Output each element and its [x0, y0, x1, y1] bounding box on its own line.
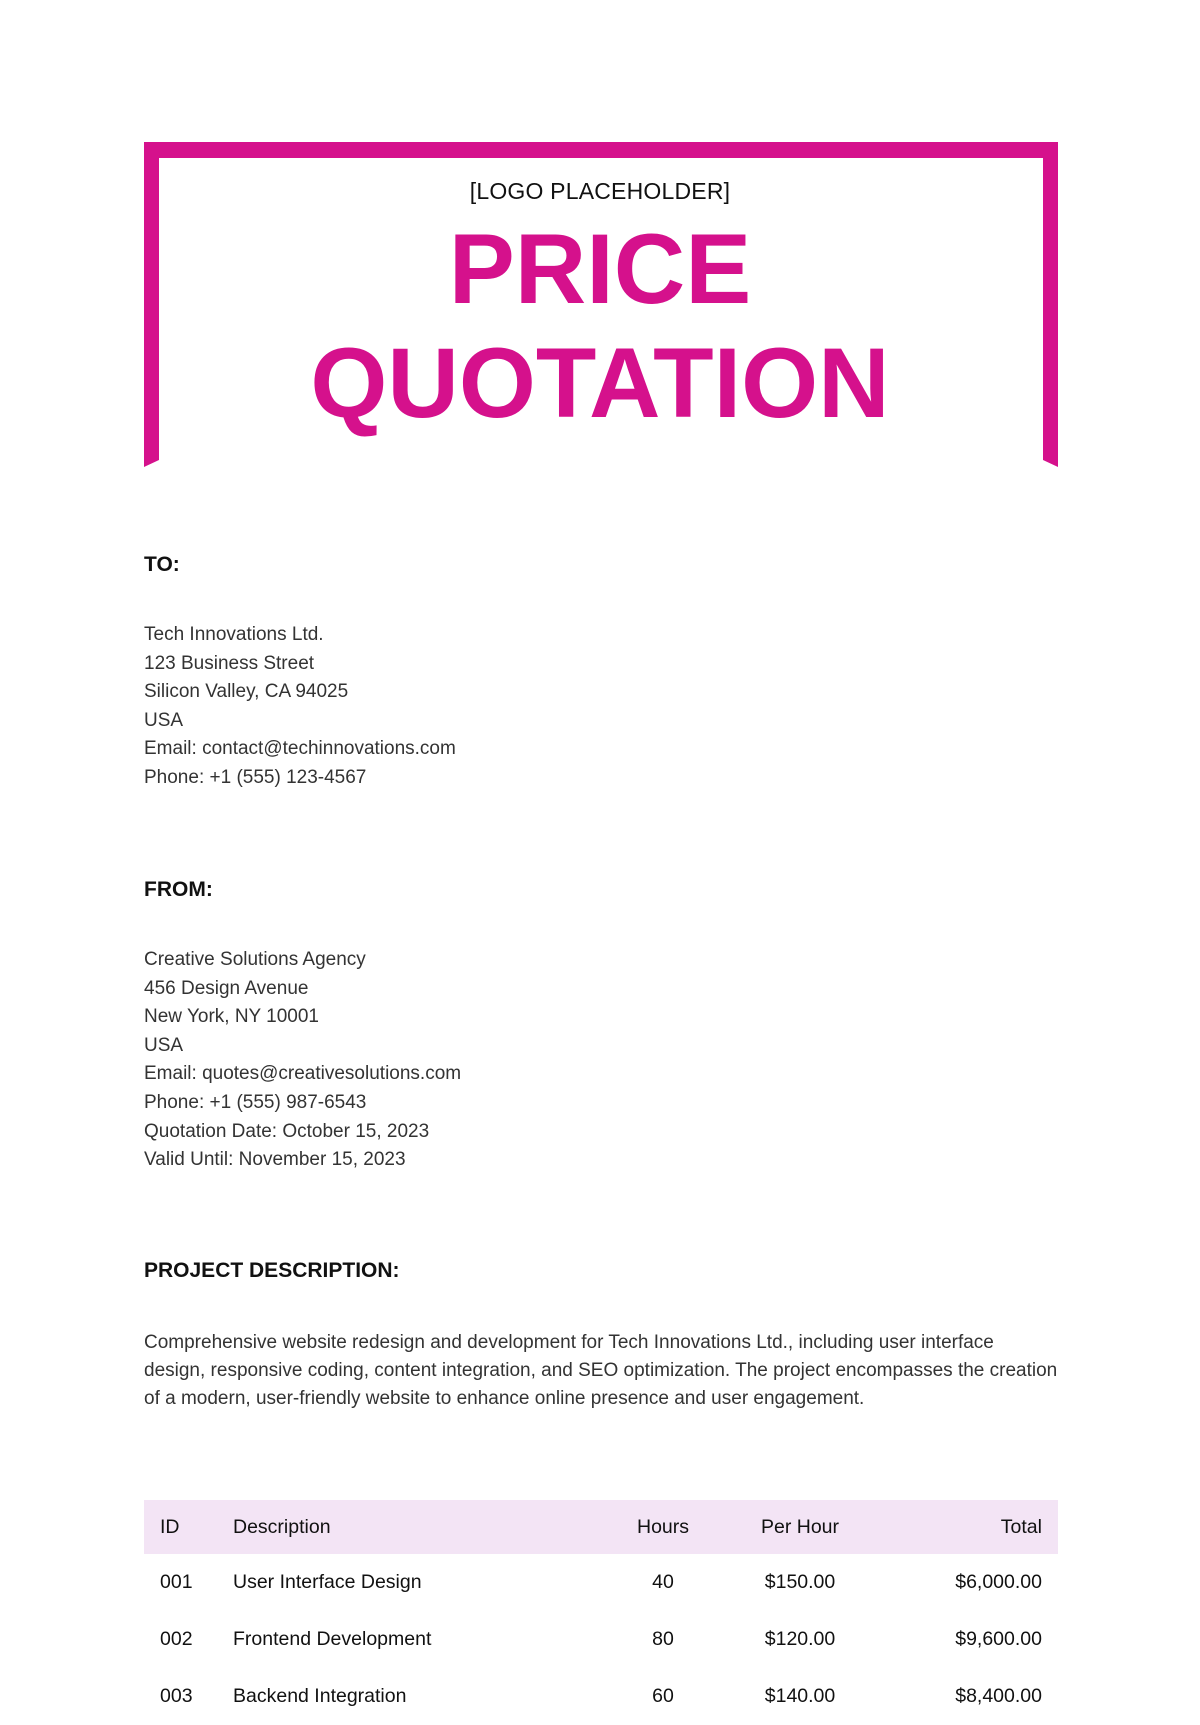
from-street: 456 Design Avenue [144, 977, 309, 999]
cell-description: Frontend Development [233, 1628, 432, 1650]
project-description-heading: PROJECT DESCRIPTION: [144, 1259, 400, 1282]
cell-per-hour: $120.00 [764, 1628, 836, 1650]
from-city: New York, NY 10001 [144, 1006, 319, 1028]
table-row [144, 1611, 1058, 1668]
quotation-date: Quotation Date: October 15, 2023 [144, 1120, 430, 1142]
title-line-2: QUOTATION [310, 327, 890, 438]
logo-placeholder: [LOGO PLACEHOLDER] [469, 178, 731, 204]
to-country: USA [144, 709, 184, 731]
cell-per-hour: $140.00 [764, 1685, 836, 1707]
column-header-per-hour: Per Hour [760, 1515, 840, 1538]
cell-id: 002 [160, 1628, 193, 1650]
cell-description: Backend Integration [233, 1685, 407, 1707]
from-heading: FROM: [144, 878, 213, 901]
title-line-1: PRICE [448, 213, 752, 324]
cell-hours: 40 [652, 1571, 674, 1593]
to-street: 123 Business Street [144, 652, 315, 674]
from-country: USA [144, 1034, 184, 1056]
cell-hours: 60 [652, 1685, 674, 1707]
project-description-text: Comprehensive website redesign and development for Tech Innovations Ltd., including user interface design, responsive coding, content integration, and SEO optimization. The project encompasses the creation of a modern, user-friendly website to enhance online presence and user engagement. [144, 1332, 1058, 1409]
column-header-description: Description [233, 1515, 331, 1538]
from-company-name: Creative Solutions Agency [144, 949, 366, 970]
from-address-block [144, 946, 461, 1175]
from-phone: Phone: +1 (555) 987-6543 [144, 1091, 367, 1113]
to-email: Email: contact@techinnovations.com [144, 738, 456, 760]
cell-per-hour: $150.00 [764, 1571, 836, 1593]
table-row [144, 1554, 1058, 1611]
cell-total: $8,400.00 [955, 1685, 1042, 1707]
cell-description: User Interface Design [233, 1571, 422, 1593]
column-header-id: ID [160, 1515, 180, 1538]
column-header-hours: Hours [636, 1515, 690, 1538]
pricing-table [144, 1500, 1058, 1725]
to-heading: TO: [144, 553, 180, 576]
column-header-total: Total [1000, 1515, 1042, 1538]
to-phone: Phone: +1 (555) 123-4567 [144, 766, 367, 788]
cell-total: $6,000.00 [955, 1571, 1042, 1593]
cell-id: 001 [160, 1571, 193, 1593]
to-address-block [144, 621, 456, 793]
table-header-row [144, 1500, 1058, 1554]
to-city: Silicon Valley, CA 94025 [144, 681, 349, 703]
cell-hours: 80 [652, 1628, 674, 1650]
page-title [0, 212, 1200, 440]
to-company-name: Tech Innovations Ltd. [144, 624, 324, 645]
cell-total: $9,600.00 [955, 1628, 1042, 1650]
valid-until-date: Valid Until: November 15, 2023 [144, 1149, 406, 1171]
cell-id: 003 [160, 1685, 193, 1707]
from-email: Email: quotes@creativesolutions.com [144, 1063, 462, 1085]
